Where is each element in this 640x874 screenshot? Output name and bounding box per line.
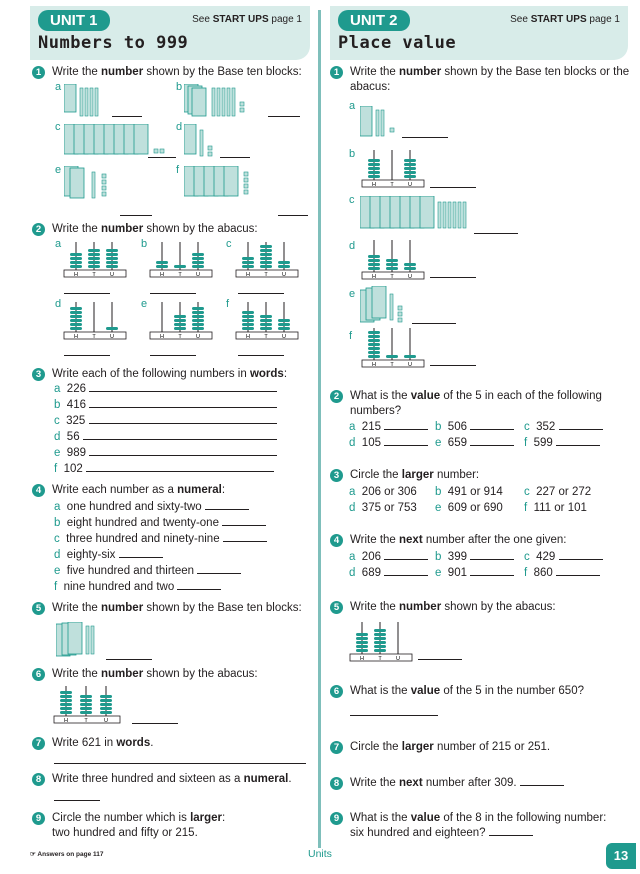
abacus [62,302,128,342]
list-item: d 56 [54,430,277,444]
question-text: Circle the larger number: [350,469,480,481]
list-item: b 399 [435,550,514,564]
question-text: Write three hundred and sixteen as a numeral. [52,773,292,785]
sub-label: e [349,288,356,300]
question-number: 1 [330,66,343,79]
list-item: b eight hundred and twenty-one [54,516,266,530]
question-text: What is the value of the 5 in each of the following numbers? [350,390,602,417]
see-reference: See START UPS page 1 [192,14,302,25]
sub-label: c [55,121,61,133]
question-number: 9 [330,812,343,825]
place-value-label: T [178,334,182,340]
base-ten-blocks [56,622,106,660]
answer-line [54,791,100,801]
list-item: d eighty-six [54,548,163,562]
place-value-label: H [372,274,376,280]
place-value-label: T [264,334,268,340]
answer-line [220,148,250,158]
place-value-label: U [196,272,200,278]
question-number: 7 [330,741,343,754]
question-text: Write each number as a numeral: [52,484,226,496]
answer-line [350,706,438,716]
place-value-label: U [110,334,114,340]
unit-1-header [30,6,310,60]
place-value-label: H [160,334,164,340]
abacus [360,240,426,282]
sub-label: b [141,238,148,250]
place-value-label: T [178,272,182,278]
answer-line [54,754,306,764]
abacus [148,302,214,342]
list-item: e 989 [54,446,277,460]
list-item: f nine hundred and two [54,580,221,594]
unit-1-column [0,0,318,874]
question-text: Write the number shown by the abacus: [52,668,258,680]
list-item: c 352 [524,420,603,434]
answer-line [474,224,518,234]
answer-line [148,148,176,158]
list-item: a one hundred and sixty-two [54,500,249,514]
question-text: What is the value of the 8 in the following number: six hundred and eighteen? [350,812,607,839]
answer-line [150,346,196,356]
list-item: f 102 [54,462,274,476]
sub-label: a [55,238,62,250]
question-number: 4 [330,534,343,547]
place-value-label: U [408,182,412,188]
place-value-label: U [396,656,400,662]
base-ten-blocks [184,166,264,202]
abacus [348,622,414,664]
place-value-label: H [160,272,164,278]
base-ten-blocks [360,286,410,326]
list-item: a 215 [349,420,428,434]
place-value-label: T [390,182,394,188]
answer-line [430,178,476,188]
base-ten-blocks [184,124,224,160]
place-value-label: T [92,334,96,340]
place-value-label: H [372,182,376,188]
list-item: a 226 [54,382,277,396]
question-text: What is the value of the 5 in the number 650? [350,685,584,697]
sub-label: d [349,240,356,252]
answer-line [430,268,476,278]
question-text: Write 621 in words. [52,737,154,749]
list-item: f 860 [524,566,600,580]
question-number: 5 [330,601,343,614]
list-item[interactable]: e 609 or 690 [435,502,503,514]
abacus [148,240,214,280]
question-number: 1 [32,66,45,79]
question-number: 8 [330,777,343,790]
question-number: 6 [32,668,45,681]
question-number: 4 [32,484,45,497]
answer-line [64,346,110,356]
question-text: Write the number shown by the abacus: [52,223,258,235]
list-item[interactable]: f 111 or 101 [524,502,587,514]
abacus [234,240,300,280]
question-number: 2 [330,390,343,403]
place-value-label: T [264,272,268,278]
place-value-label: T [390,274,394,280]
place-value-label: H [74,334,78,340]
sub-label: d [176,121,183,133]
sub-label: c [349,194,355,206]
question-text: Circle the larger number of 215 or 251. [350,741,551,753]
unit-label: UNIT 2 [338,10,410,31]
answer-line [132,714,178,724]
unit-2-header [330,6,628,60]
answer-line [412,314,456,324]
place-value-label: H [74,272,78,278]
list-item: c 325 [54,414,277,428]
place-value-label: U [196,334,200,340]
column-divider [318,10,321,848]
section-name: Units [308,848,332,860]
sub-label: e [55,164,62,176]
place-value-label: U [408,274,412,280]
place-value-label: T [390,362,394,368]
place-value-label: U [282,334,286,340]
question-number: 6 [330,685,343,698]
list-item[interactable]: a 206 or 306 [349,486,417,498]
question-number: 5 [32,602,45,615]
answer-line [64,284,110,294]
answer-line [402,128,448,138]
question-number: 9 [32,812,45,825]
base-ten-blocks [184,84,274,120]
question-text: Write the next number after 309. [350,776,564,791]
place-value-label: U [104,718,108,724]
answer-line [112,107,142,117]
answer-line [418,650,462,660]
place-value-label: H [372,362,376,368]
answer-line [120,206,152,216]
question-number: 7 [32,737,45,750]
list-item: e 901 [435,566,514,580]
sub-label: a [349,100,356,112]
place-value-label: H [246,334,250,340]
list-item: d 689 [349,566,428,580]
sub-label: d [55,298,62,310]
sub-label: f [349,330,353,342]
place-value-label: T [378,656,382,662]
list-item: b 506 [435,420,514,434]
question-text: Circle the number which is larger: two hundred and fifty or 215. [52,812,226,839]
place-value-label: T [92,272,96,278]
answer-line [106,650,152,660]
abacus [62,240,128,280]
answer-line [238,346,284,356]
sub-label: c [226,238,232,250]
place-value-label: H [246,272,250,278]
place-value-label: U [110,272,114,278]
unit-label: UNIT 1 [38,10,110,31]
sub-label: a [55,81,62,93]
place-value-label: U [282,272,286,278]
list-item[interactable]: b 491 or 914 [435,486,503,498]
sub-label: b [176,81,183,93]
question-number: 3 [330,469,343,482]
abacus [360,150,426,190]
place-value-label: U [408,362,412,368]
question-text: Write the next number after the one given: [350,534,567,546]
list-item: a 206 [349,550,428,564]
base-ten-blocks [64,166,124,202]
abacus [52,684,124,726]
sub-label: e [141,298,148,310]
page-number: 13 [606,843,636,869]
unit-title: Numbers to 999 [38,33,189,53]
abacus [360,328,426,370]
question-number: 2 [32,223,45,236]
base-ten-blocks [360,196,470,232]
unit-title: Place value [338,33,457,53]
place-value-label: H [360,656,364,662]
question-text: Write each of the following numbers in words: [52,368,288,380]
list-item[interactable]: d 375 or 753 [349,502,417,514]
answer-line [268,107,300,117]
list-item: e 659 [435,436,514,450]
unit-2-column [322,0,640,874]
answers-reference: ☞ Answers on page 117 [30,851,104,858]
question-text: Write the number shown by the Base ten blocks: [52,602,302,614]
sub-label: f [226,298,230,310]
list-item[interactable]: c 227 or 272 [524,486,592,498]
list-item: e five hundred and thirteen [54,564,241,578]
list-item: c three hundred and ninety-nine [54,532,267,546]
sub-label: b [349,148,356,160]
abacus [234,302,300,342]
list-item: f 599 [524,436,600,450]
see-reference: See START UPS page 1 [510,14,620,25]
answer-line [430,356,476,366]
question-text: Write the number shown by the Base ten blocks or the abacus: [350,66,630,93]
list-item: b 416 [54,398,277,412]
base-ten-blocks [64,84,114,120]
question-text: Write the number shown by the Base ten blocks: [52,66,302,78]
answer-line [238,284,284,294]
pointing-hand-icon: ☞ [30,851,36,858]
answer-line [278,206,308,216]
list-item: d 105 [349,436,428,450]
question-number: 8 [32,773,45,786]
sub-label: f [176,164,180,176]
question-text: Write the number shown by the abacus: [350,601,556,613]
list-item: c 429 [524,550,603,564]
question-number: 3 [32,368,45,381]
place-value-label: T [84,718,88,724]
place-value-label: H [64,718,68,724]
answer-line [150,284,196,294]
